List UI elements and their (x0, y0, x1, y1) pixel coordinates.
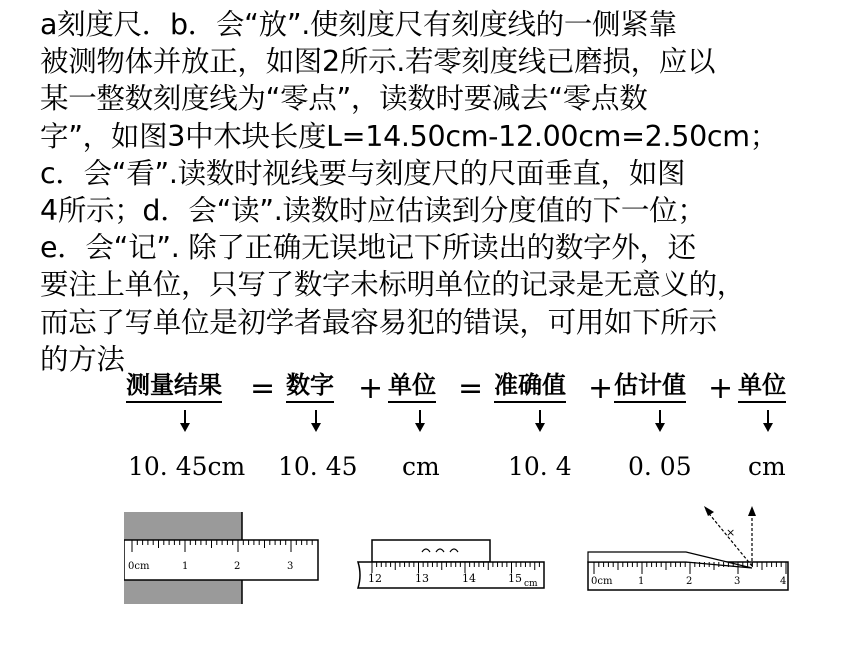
value-unit: cm (402, 452, 440, 481)
text-line: 而忘了写单位是初学者最容易犯的错误，可用如下所示 (40, 305, 717, 339)
text-line: 字”，如图3中木块长度L=14.50cm-12.00cm=2.50cm； (40, 119, 778, 153)
formula-header-unit-2: 单位 (738, 370, 786, 403)
formula-operator: + (588, 371, 614, 406)
formula-operator: = (458, 371, 484, 406)
wood-block (372, 540, 490, 562)
text-line: 的方法 (40, 342, 125, 376)
formula-header-estimate: 估计值 (614, 370, 686, 403)
text-line: 要注上单位，只写了数字未标明单位的记录是无意义的， (40, 268, 746, 302)
text-line: 4所示；d．会“读”.读数时应估读到分度值的下一位； (40, 193, 706, 227)
formula-operator: + (358, 371, 384, 406)
text-line: c．会“看”.读数时视线要与刻度尺的尺面垂直，如图 (40, 156, 686, 190)
formula-header-accurate: 准确值 (494, 370, 566, 403)
value-digits: 10. 45 (278, 452, 358, 481)
ruler-figure-2 (124, 512, 324, 612)
ruler-unit-label: 0cm (591, 576, 613, 587)
value-unit-2: cm (748, 452, 786, 481)
wood-block-top (124, 512, 242, 540)
ruler-unit-label: 0cm (128, 561, 150, 572)
text-line: a刻度尺．b．会“放”.使刻度尺有刻度线的一侧紧靠 (40, 8, 677, 41)
value-accurate: 10. 4 (508, 452, 572, 481)
ruler-figure-3 (354, 530, 554, 600)
tick-label: 2 (234, 561, 241, 572)
formula-header-unit: 单位 (388, 370, 436, 403)
formula-operator: + (708, 371, 734, 406)
tick-label: 1 (182, 561, 189, 572)
tick-label: 12 (368, 572, 382, 585)
tick-label: 1 (638, 576, 645, 587)
formula-header-result: 测量结果 (126, 370, 222, 403)
tick-label: 3 (734, 576, 741, 587)
text-line: 某一整数刻度线为“零点”，读数时要减去“零点数 (40, 82, 648, 116)
tick-label: 15 (508, 572, 522, 585)
formula-operator: = (250, 371, 276, 406)
tick-label: 14 (462, 572, 476, 585)
value-estimate: 0. 05 (628, 452, 692, 481)
ruler (124, 540, 318, 580)
value-result: 10. 45cm (128, 452, 246, 481)
formula-header-digits: 数字 (286, 370, 334, 403)
text-line: 被测物体并放正，如图2所示.若零刻度线已磨损，应以 (40, 45, 716, 79)
ruler-unit-label: cm (524, 579, 538, 589)
tick-label: 3 (287, 561, 294, 572)
tick-label: 4 (780, 576, 787, 587)
tick-label: 2 (686, 576, 693, 587)
wood-block-bottom (124, 580, 242, 604)
cross-mark-icon: × (726, 526, 736, 539)
text-line: e．会“记”. 除了正确无误地记下所读出的数字外，还 (40, 231, 696, 265)
ruler-figure-4 (586, 498, 792, 602)
tick-label: 13 (415, 572, 429, 585)
